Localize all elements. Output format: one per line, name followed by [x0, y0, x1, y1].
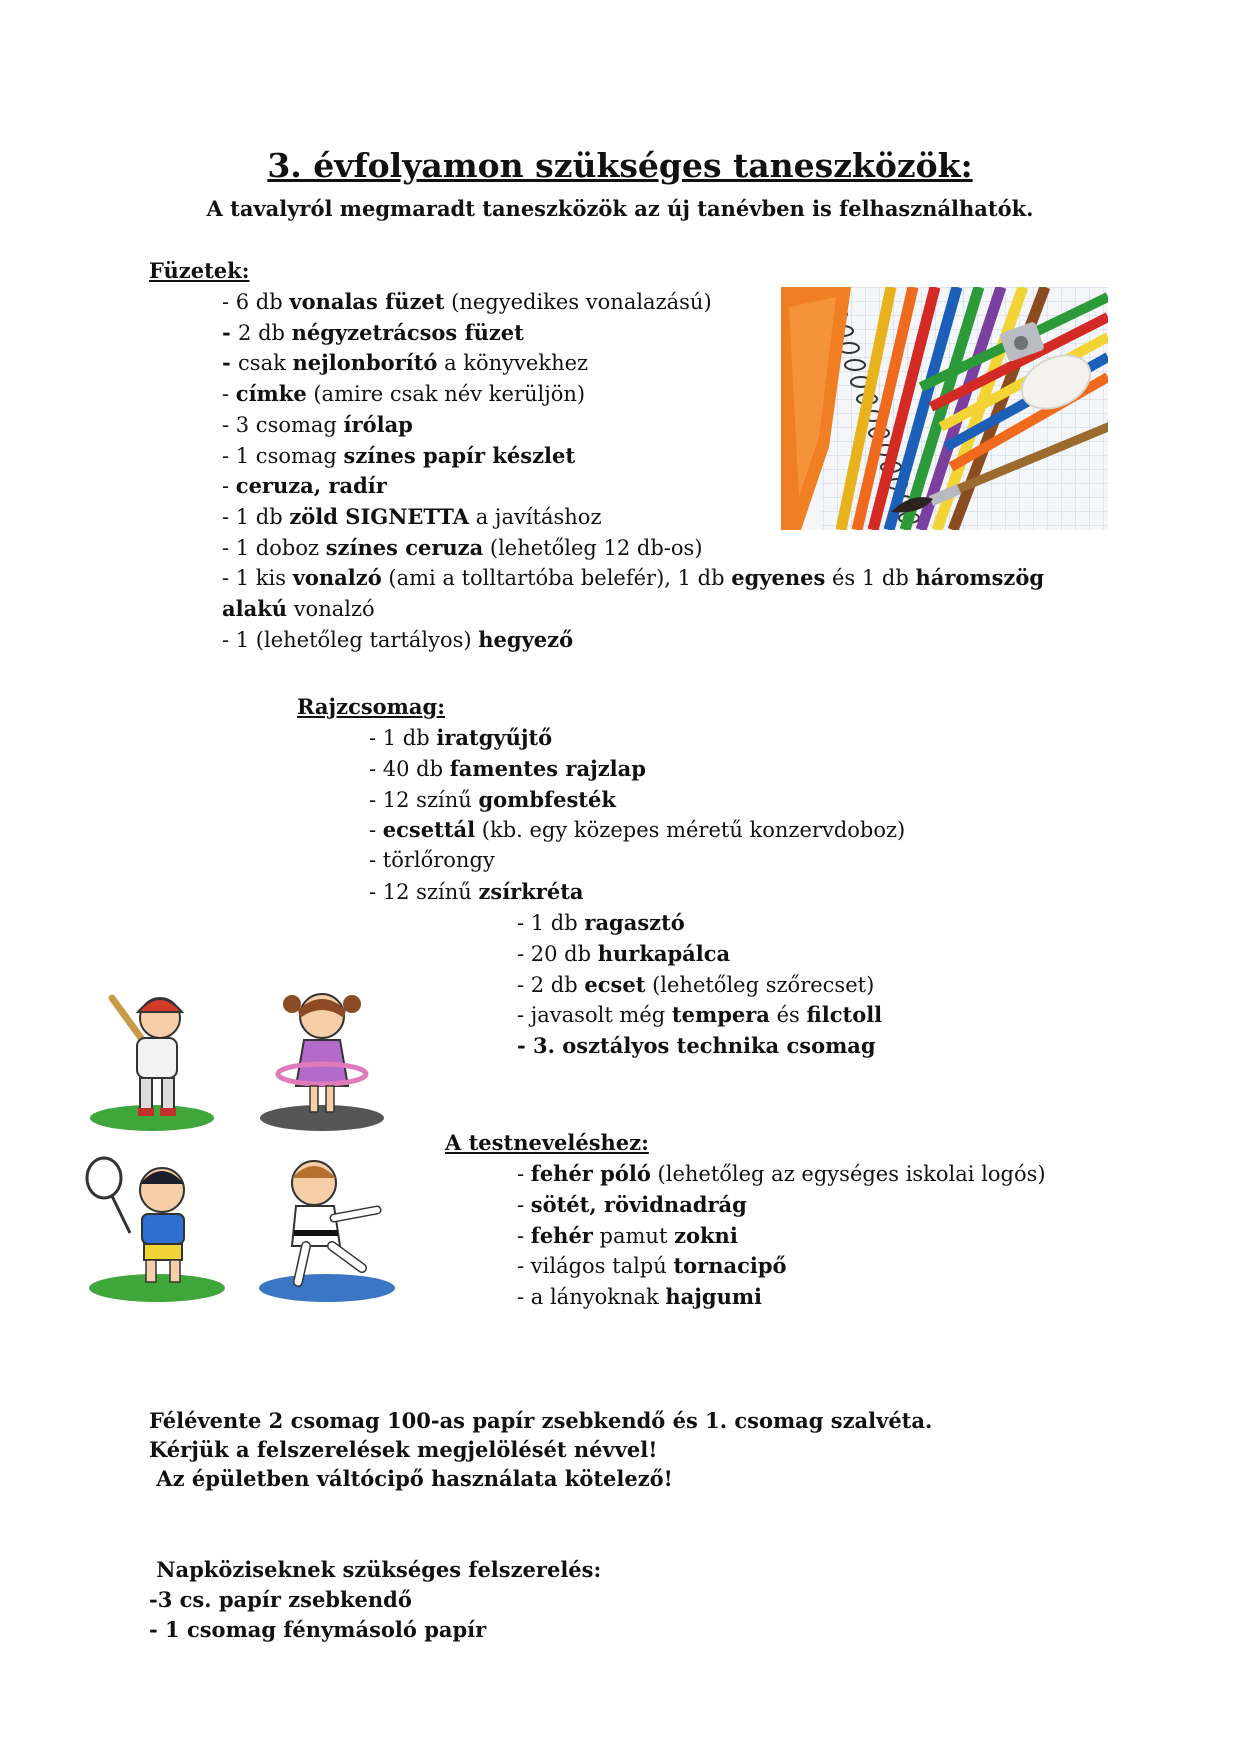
bold-text: színes papír készlet: [343, 442, 576, 468]
bold-text: gombfesték: [478, 786, 616, 812]
list-item: [369, 814, 905, 846]
text: -: [222, 382, 236, 407]
text: -: [222, 474, 236, 499]
bold-text: zöld SIGNETTA: [289, 503, 470, 529]
napkozi-item: -3 cs. papír zsebkendő: [149, 1587, 412, 1612]
bold-text: színes ceruza: [325, 534, 484, 560]
bold-text: hurkapálca: [597, 940, 731, 966]
text: - 1 db: [222, 504, 290, 529]
bold-text: fehér póló: [530, 1161, 651, 1186]
list-item: [222, 624, 573, 656]
bold-text: egyenes: [731, 565, 826, 591]
hula-hoop-girl-icon: [260, 994, 384, 1131]
bold-text: írólap: [343, 411, 413, 437]
text: - világos talpú: [517, 1254, 674, 1279]
karate-kid-icon: [259, 1161, 395, 1302]
bold-text: -: [222, 319, 239, 345]
bold-text: filctoll: [806, 1002, 883, 1028]
text: - törlőrongy: [369, 848, 495, 873]
text: - 1 (lehetőleg tartályos): [222, 627, 479, 652]
bold-text: ragasztó: [584, 910, 685, 935]
bold-text: alakú: [222, 596, 288, 621]
text: (kb. egy közepes méretű konzervdoboz): [475, 818, 906, 843]
bold-text: -: [222, 350, 239, 376]
list-item: [222, 440, 575, 472]
text: és 1 db: [825, 566, 916, 591]
text: - 12 színű: [369, 787, 479, 812]
text: - 6 db: [222, 290, 290, 314]
text: (lehetőleg az egységes iskolai logós): [650, 1162, 1046, 1186]
text: - 12 színű: [369, 880, 479, 904]
text: (ami a tolltartóba belefér), 1 db: [381, 566, 732, 591]
list-item: [517, 1220, 738, 1252]
napkozi-item: - 1 csomag fénymásoló papír: [149, 1617, 487, 1642]
bold-text: hajgumi: [665, 1284, 763, 1310]
page-subtitle: A tavalyról megmaradt taneszközök az új tanévben is felhasználhatók.: [206, 196, 1034, 221]
bold-text: tempera: [671, 1002, 770, 1028]
text: a könyvekhez: [437, 351, 589, 376]
text: -: [517, 1223, 531, 1248]
list-item: [369, 753, 646, 785]
baseball-kid-icon: [90, 998, 214, 1131]
text: - 40 db: [369, 756, 450, 781]
bold-text: - 3. osztályos technika csomag: [517, 1033, 876, 1059]
text: (amire csak név kerüljön): [306, 382, 586, 407]
text: -: [517, 1192, 531, 1217]
text: - 1 kis: [222, 566, 293, 591]
bold-text: címke: [235, 381, 307, 407]
list-item: [517, 1158, 1046, 1190]
school-supplies-illustration: [781, 287, 1108, 530]
rajzcsomag-heading: Rajzcsomag:: [297, 694, 445, 719]
text: pamut: [592, 1223, 675, 1248]
list-item: [222, 378, 585, 410]
list-item: [369, 845, 495, 876]
list-item: [517, 1189, 747, 1221]
text: - 1 csomag: [222, 443, 344, 468]
list-item: [517, 969, 874, 1001]
list-item: [517, 1250, 787, 1282]
text: vonalzó: [287, 597, 375, 621]
list-item: [222, 470, 387, 502]
bold-text: ecset: [584, 971, 646, 997]
text: - 20 db: [517, 941, 598, 966]
bold-text: tornacipő: [673, 1253, 787, 1279]
list-item: [222, 501, 602, 533]
text: és: [769, 1003, 807, 1028]
bold-text: nejlonborító: [292, 350, 438, 376]
note-valtocipo: Az épületben váltócipő használata kötelező!: [149, 1466, 673, 1491]
list-item: [517, 938, 730, 970]
bold-text: fehér: [530, 1222, 593, 1248]
bold-text: famentes rajzlap: [449, 755, 646, 781]
testneveles-heading: A testneveléshez:: [445, 1130, 649, 1155]
bold-text: iratgyűjtő: [436, 725, 553, 750]
text: (lehetőleg 12 db-os): [483, 535, 703, 560]
text: - 2 db: [517, 972, 585, 997]
list-item: [222, 532, 703, 564]
text: - a lányoknak: [517, 1285, 666, 1310]
list-item: [369, 784, 616, 816]
napkozi-heading: Napköziseknek szükséges felszerelés:: [149, 1557, 602, 1582]
bold-text: zokni: [674, 1222, 738, 1248]
text: - 1 db: [517, 911, 585, 935]
text: csak: [238, 351, 293, 376]
list-item: [222, 347, 588, 379]
list-item: [517, 1281, 762, 1313]
badminton-kid-icon: [87, 1158, 225, 1302]
bold-text: háromszög: [915, 565, 1045, 591]
bold-text: hegyező: [478, 626, 574, 652]
text: (negyedikes vonalazású): [444, 290, 712, 314]
bold-text: ecsettál: [382, 817, 476, 843]
text: (lehetőleg szőrecset): [645, 972, 875, 997]
page-title: 3. évfolyamon szükséges taneszközök:: [267, 146, 973, 185]
text: - 1 doboz: [222, 535, 326, 560]
note-nevvel: Kérjük a felszerelések megjelölését névvel!: [149, 1437, 658, 1462]
text: -: [517, 1162, 531, 1186]
list-item: [222, 593, 375, 625]
bold-text: négyzetrácsos füzet: [291, 319, 524, 345]
bold-text: vonalzó: [292, 565, 382, 591]
text: - javasolt még: [517, 1003, 672, 1028]
text: a javításhoz: [469, 504, 602, 529]
list-item: [517, 999, 882, 1031]
sporting-kids-illustration: [82, 978, 412, 1308]
text: - 1 db: [369, 726, 437, 750]
bold-text: sötét, rövidnadrág: [530, 1191, 747, 1217]
list-item: [222, 409, 413, 441]
bold-text: ceruza, radír: [235, 473, 387, 499]
fuzetek-heading: Füzetek:: [149, 258, 250, 283]
list-item: [222, 317, 524, 349]
list-item: [517, 1030, 876, 1062]
text: -: [369, 818, 383, 843]
bold-text: vonalas füzet: [289, 289, 445, 314]
list-item: [222, 562, 1044, 594]
text: 2 db: [238, 320, 292, 345]
list-item: [222, 286, 712, 318]
note-zsebkendo: Félévente 2 csomag 100-as papír zsebkendő és 1. csomag szalvéta.: [149, 1408, 933, 1433]
list-item: [369, 722, 552, 754]
text: - 3 csomag: [222, 412, 344, 437]
bold-text: zsírkréta: [478, 879, 584, 904]
list-item: [517, 907, 685, 939]
list-item: [369, 876, 584, 908]
